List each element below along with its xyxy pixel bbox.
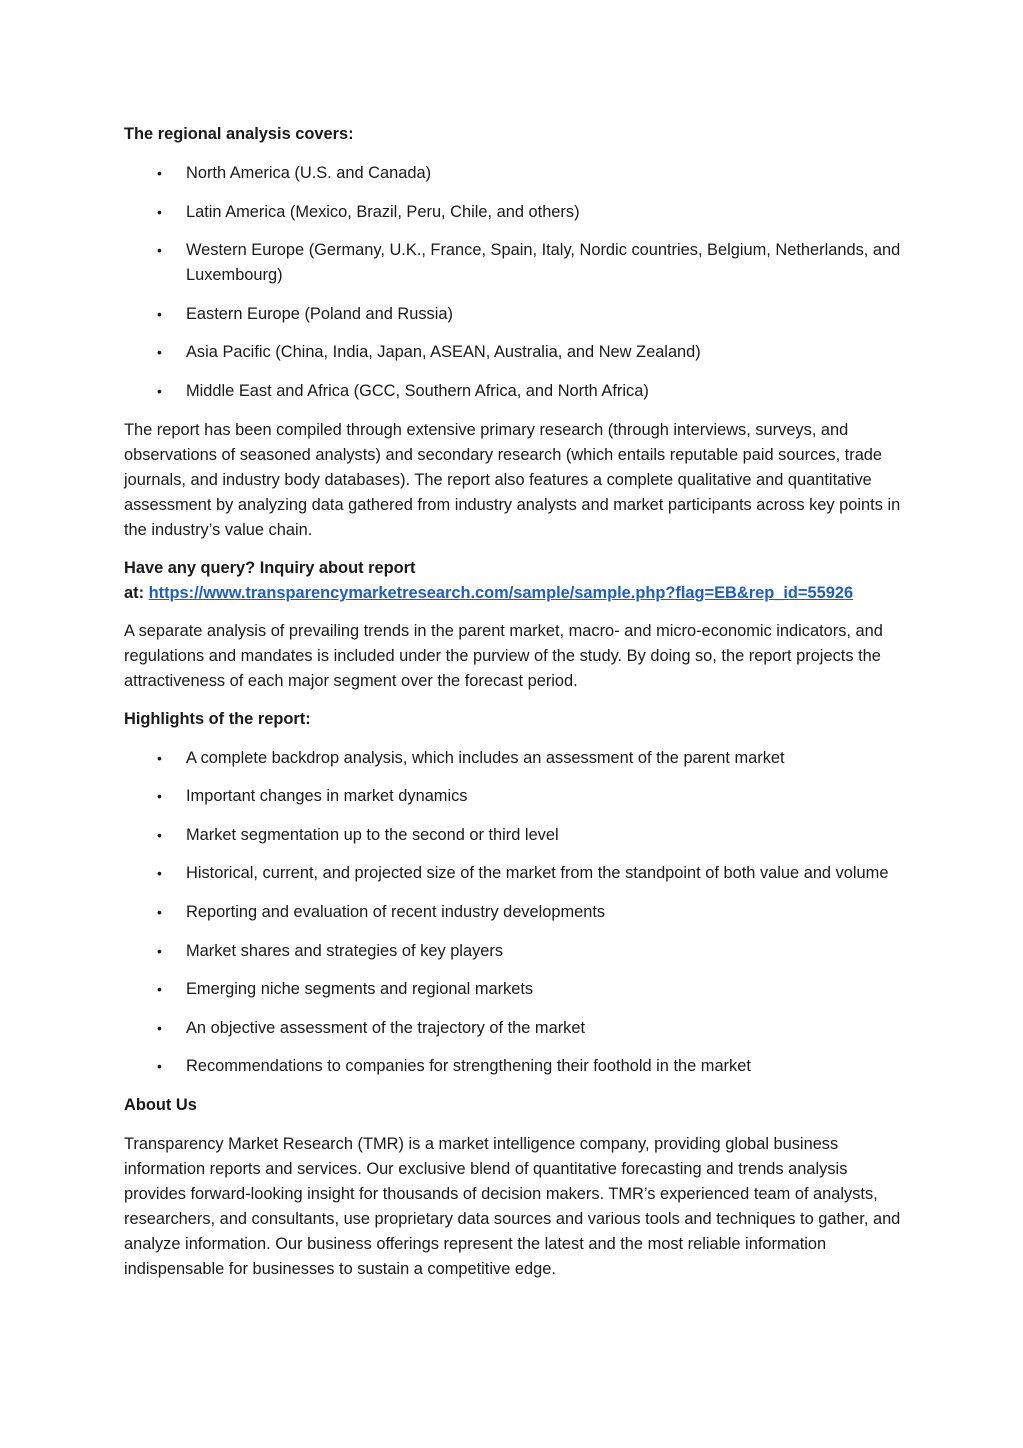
highlights-list bbox=[124, 746, 904, 1080]
list-item: • Historical, current, and projected size of the market from the standpoint of both value and volume bbox=[124, 861, 904, 886]
list-item: • Latin America (Mexico, Brazil, Peru, Chile, and others) bbox=[124, 200, 904, 225]
inquiry-label: Have any query? Inquiry about report bbox=[124, 558, 416, 577]
bullet-icon: • bbox=[157, 826, 162, 843]
bullet-icon: • bbox=[157, 1058, 162, 1075]
about-heading: About Us bbox=[124, 1095, 197, 1114]
about-paragraph: Transparency Market Research (TMR) is a market intelligence company, providing global business information reports and services. Our exclusive blend of quantitative forecasting and trends analysis provides forward-looking insight for thousands of decision makers. TMR’s experienced team of analysts, researchers, and consultants, use proprietary data sources and various tools and techniques to gather, and analyze information. Our business offerings represent the latest and the most reliable information indispensable for businesses to sustain a competitive edge. bbox=[124, 1134, 901, 1278]
bullet-icon: • bbox=[157, 749, 162, 766]
bullet-icon: • bbox=[157, 903, 162, 920]
highlights-heading: Highlights of the report: bbox=[124, 709, 311, 728]
document-page bbox=[124, 122, 904, 1295]
list-item: • Western Europe (Germany, U.K., France, Spain, Italy, Nordic countries, Belgium, Netherlands, and Luxembourg) bbox=[124, 238, 904, 288]
bullet-icon: • bbox=[157, 305, 162, 322]
bullet-icon: • bbox=[157, 981, 162, 998]
list-item: • Asia Pacific (China, India, Japan, ASEAN, Australia, and New Zealand) bbox=[124, 340, 904, 365]
list-item: • Emerging niche segments and regional markets bbox=[124, 977, 904, 1002]
list-item: • A complete backdrop analysis, which includes an assessment of the parent market bbox=[124, 746, 904, 771]
inquiry-prefix: at: bbox=[124, 583, 149, 602]
list-item: • Middle East and Africa (GCC, Southern Africa, and North Africa) bbox=[124, 379, 904, 404]
bullet-icon: • bbox=[157, 942, 162, 959]
bullet-icon: • bbox=[157, 865, 162, 882]
bullet-icon: • bbox=[157, 788, 162, 805]
list-item: • Recommendations to companies for strengthening their foothold in the market bbox=[124, 1054, 904, 1079]
bullet-icon: • bbox=[157, 203, 162, 220]
regional-list bbox=[124, 161, 904, 404]
list-item: • Eastern Europe (Poland and Russia) bbox=[124, 302, 904, 327]
list-item: • North America (U.S. and Canada) bbox=[124, 161, 904, 186]
bullet-icon: • bbox=[157, 165, 162, 181]
bullet-icon: • bbox=[157, 1019, 162, 1036]
regional-heading: The regional analysis covers: bbox=[124, 125, 354, 143]
inquiry-block bbox=[124, 556, 904, 606]
bullet-icon: • bbox=[157, 344, 162, 361]
list-item: • An objective assessment of the trajectory of the market bbox=[124, 1016, 904, 1041]
list-item: • Important changes in market dynamics bbox=[124, 784, 904, 809]
list-item: • Market segmentation up to the second or third level bbox=[124, 823, 904, 848]
inquiry-link[interactable]: https://www.transparencymarketresearch.com/sample/sample.php?flag=EB&rep_id=55926 bbox=[148, 583, 854, 602]
list-item: • Reporting and evaluation of recent industry developments bbox=[124, 900, 904, 925]
list-item: • Market shares and strategies of key players bbox=[124, 939, 904, 964]
bullet-icon: • bbox=[157, 382, 162, 399]
separate-analysis-paragraph: A separate analysis of prevailing trends in the parent market, macro- and micro-economic indicators, and regulations and mandates is included under the purview of the study. By doing so, the report projects the attractiveness of each major segment over the forecast period. bbox=[124, 621, 883, 690]
report-paragraph: The report has been compiled through extensive primary research (through interviews, surveys, and observations of seasoned analysts) and secondary research (which entails reputable paid sources, trade journals, and industry body databases). The report also features a complete qualitative and quantitative assessment by analyzing data gathered from industry analysts and market participants across key points in the industry’s value chain. bbox=[124, 420, 901, 539]
bullet-icon: • bbox=[157, 242, 162, 259]
